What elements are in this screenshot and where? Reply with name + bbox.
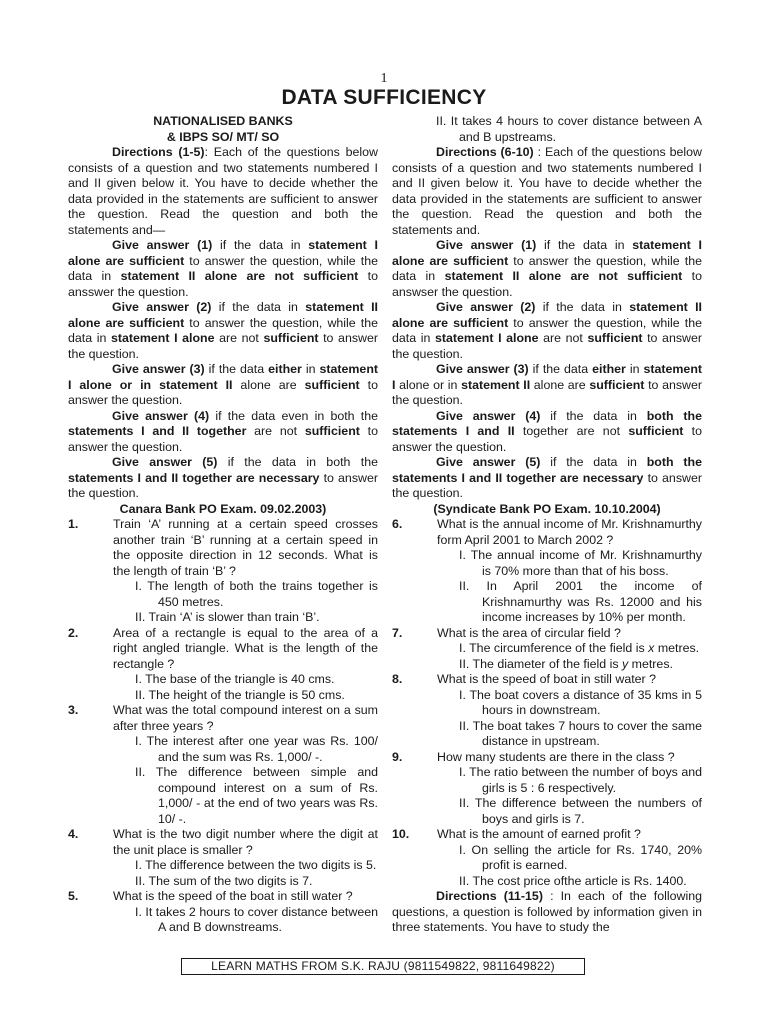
page-title: DATA SUFFICIENCY bbox=[281, 86, 487, 109]
statement-2: II. The height of the triangle is 50 cms. bbox=[135, 687, 345, 702]
question-7 bbox=[392, 626, 702, 642]
section-subheading: & IBPS SO/ MT/ SO bbox=[166, 129, 280, 144]
question-4 bbox=[68, 827, 378, 858]
question-text: How many students are there in the class ? bbox=[437, 749, 675, 764]
question-number: 10. bbox=[392, 827, 410, 841]
statement-1: I. On selling the article for Rs. 1740, 20% profit is earned. bbox=[459, 842, 702, 872]
footer-banner: LEARN MATHS FROM S.K. RAJU (9811549822, 9811649822) bbox=[181, 958, 585, 975]
question-text: Area of a rectangle is equal to the area of a right angled triangle. What is the length of the rectangle ? bbox=[113, 625, 378, 671]
statement-1: I. The base of the triangle is 40 cms. bbox=[135, 672, 335, 686]
variable-y: y bbox=[622, 656, 629, 671]
question-number: 1. bbox=[68, 517, 79, 531]
answer-rule-3: Give answer (3) if the data either in statement I alone or in statement II alone are sufficient to answer the question. bbox=[68, 362, 379, 407]
question-number: 9. bbox=[392, 749, 403, 764]
question-2 bbox=[68, 626, 378, 673]
question-text: What is the area of circular field ? bbox=[437, 625, 621, 640]
question-1 bbox=[68, 517, 378, 579]
answer-rule-4: Give answer (4) if the data even in both the statements I and II together are not sufficient to answer the question. bbox=[68, 408, 378, 454]
statement-1: I. The interest after one year was Rs. 100/ and the sum was Rs. 1,000/ -. bbox=[135, 734, 378, 764]
question-text: What is the speed of boat in still water ? bbox=[437, 672, 657, 686]
statement-2: II. The diameter of the field is y metres. bbox=[459, 656, 673, 671]
directions-paragraph: Directions (1-5): Each of the questions below consists of a question and two statements numbered I and II given below it. You have to decide whether the data provided in the statements are sufficient to answer the question. Read the question and both the statements and— bbox=[68, 145, 378, 237]
answer-rule-2: Give answer (2) if the data in statement II alone are sufficient to answer the question, while the data in statement I alone are not sufficient to answer the question. bbox=[392, 300, 702, 361]
statement-1: I. The boat covers a distance of 35 kms in 5 hours in downstream. bbox=[459, 687, 702, 717]
directions-label: Directions (11-15) bbox=[436, 889, 543, 903]
statement-1: I. The length of both the trains together is 450 metres. bbox=[135, 579, 378, 609]
question-text: What was the total compound interest on a sum after three years ? bbox=[113, 703, 378, 733]
question-6 bbox=[392, 517, 702, 548]
question-number: 3. bbox=[68, 703, 79, 717]
statement-2: II. It takes 4 hours to cover distance between A and B upstreams. bbox=[436, 114, 702, 144]
directions-paragraph: Directions (11-15) : In each of the following questions, a question is followed by information given in three statements. You have to study the bbox=[392, 889, 703, 934]
statement-1: I. It takes 2 hours to cover distance between A and B downstreams. bbox=[135, 904, 378, 934]
statement-1: I. The ratio between the number of boys and girls is 5 : 6 respectively. bbox=[459, 765, 702, 795]
question-number: 4. bbox=[68, 827, 79, 841]
statement-2: II. The boat takes 7 hours to cover the same distance in upstream. bbox=[459, 718, 702, 748]
question-number: 8. bbox=[392, 672, 403, 686]
question-number: 6. bbox=[392, 517, 403, 531]
question-text: What is the annual income of Mr. Krishnamurthy form April 2001 to March 2002 ? bbox=[437, 517, 702, 547]
answer-rule-4: Give answer (4) if the data in both the statements I and II together are not sufficient to answer the question. bbox=[392, 408, 702, 454]
statement-1: I. The difference between the two digits is 5. bbox=[135, 858, 377, 872]
answer-rule-3: Give answer (3) if the data either in statement I alone or in statement II alone are sufficient to answer the question. bbox=[392, 362, 703, 407]
answer-rule-1: Give answer (1) if the data in statement I alone are sufficient to answer the question, while the data in statement II alone are not sufficient to ansswer the question. bbox=[68, 238, 379, 299]
answer-rule-2: Give answer (2) if the data in statement II alone are sufficient to answer the question, while the data in statement I alone are not sufficient to answer the question. bbox=[68, 300, 378, 361]
question-text: What is the amount of earned profit ? bbox=[437, 827, 641, 841]
question-text: Train ‘A’ running at a certain speed crosses another train ‘B’ running at a certain speed in the opposite direction in 12 seconds. What is the length of train ‘B’ ? bbox=[113, 517, 378, 578]
question-8 bbox=[392, 672, 702, 688]
answer-rule-5: Give answer (5) if the data in both the statements I and II together are necessary to answer the question. bbox=[392, 455, 702, 500]
statement-2: II. In April 2001 the income of Krishnamurthy was Rs. 12000 and his income increases by 10% per month. bbox=[459, 579, 702, 624]
answer-rule-5: Give answer (5) if the data in both the statements I and II together are necessary to answer the question. bbox=[68, 455, 378, 500]
statement-2: II. The sum of the two digits is 7. bbox=[135, 873, 313, 888]
statement-1: I. The circumference of the field is x metres. bbox=[459, 641, 700, 655]
statement-2: II. The difference between simple and compound interest on a sum of Rs. 1,000/ - at the end of two years was Rs. 10/ -. bbox=[135, 765, 378, 826]
question-5 bbox=[68, 889, 378, 905]
question-9 bbox=[392, 750, 702, 766]
page-number: 1 bbox=[380, 71, 388, 86]
answer-rule-1: Give answer (1) if the data in statement I alone are sufficient to answer the question, while the data in statement II alone are not sufficient to answser the question. bbox=[392, 238, 703, 299]
directions-label: Directions (6-10) bbox=[436, 145, 534, 159]
statement-2: II. The cost price ofthe article is Rs. 1400. bbox=[459, 873, 687, 888]
question-text: What is the speed of the boat in still water ? bbox=[113, 889, 353, 903]
exam-source: Canara Bank PO Exam. 09.02.2003) bbox=[119, 501, 327, 516]
question-text: What is the two digit number where the digit at the unit place is smaller ? bbox=[113, 827, 378, 857]
left-column bbox=[68, 114, 378, 936]
variable-x: x bbox=[648, 641, 655, 655]
statement-1: I. The annual income of Mr. Krishnamurthy is 70% more than that of his boss. bbox=[459, 548, 702, 578]
section-heading: NATIONALISED BANKS bbox=[153, 114, 293, 128]
question-number: 5. bbox=[68, 889, 79, 903]
question-number: 7. bbox=[392, 625, 403, 640]
question-3 bbox=[68, 703, 378, 734]
right-column bbox=[392, 114, 702, 936]
question-number: 2. bbox=[68, 625, 79, 640]
directions-paragraph: Directions (6-10) : Each of the questions below consists of a question and two statements numbered I and II given below it. You have to decide whether the data provided in the statements are sufficient to answer the question. Read the question and both the statements and. bbox=[392, 145, 702, 237]
directions-label: Directions (1-5) bbox=[112, 145, 205, 159]
statement-2: II. The difference between the numbers of boys and girls is 7. bbox=[459, 796, 702, 826]
exam-source: (Syndicate Bank PO Exam. 10.10.2004) bbox=[433, 501, 661, 516]
question-10 bbox=[392, 827, 702, 843]
statement-2: II. Train ‘A’ is slower than train ‘B’. bbox=[135, 610, 320, 624]
